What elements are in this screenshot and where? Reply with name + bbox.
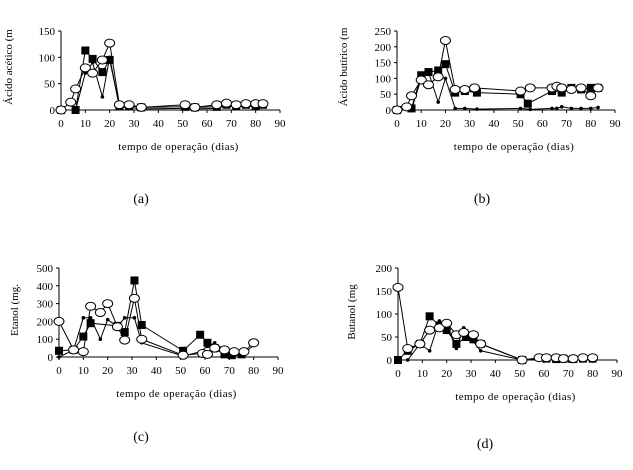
panel-c-point-square — [130, 276, 138, 284]
panel-d-y-tick-label: 150 — [375, 286, 392, 298]
panel-b-y-tick-label: 50 — [380, 89, 391, 102]
panel-d-x-tick-label: 90 — [611, 368, 623, 380]
panel-d-point-dot — [406, 358, 410, 362]
panel-a-point-square — [72, 106, 80, 114]
panel-c-x-tick-label: 80 — [248, 365, 260, 377]
panel-b-point-circle — [525, 84, 535, 92]
panel-c-label: (c) — [133, 430, 149, 445]
panel-d-point-dot — [428, 349, 432, 353]
panel-d-y-tick-label: 200 — [375, 263, 392, 275]
panel-a-point-square — [89, 55, 97, 63]
panel-d-point-circle — [442, 319, 452, 327]
panel-c-x-tick-label: 30 — [126, 365, 138, 377]
panel-a-point-circle — [114, 101, 124, 109]
panel-d-x-tick-label: 40 — [489, 368, 501, 380]
panel-d-y-axis-label: Butanol (mg — [346, 284, 358, 340]
panel-a-x-tick-label: 90 — [274, 118, 286, 130]
panel-d-point-circle — [459, 328, 469, 336]
panel-d-point-circle — [541, 354, 551, 362]
panel-b-point-circle — [407, 92, 417, 100]
panel-b-point-square — [524, 100, 532, 108]
panel-d-y-tick-label: 100 — [375, 309, 392, 321]
panel-d-point-circle — [558, 355, 568, 363]
panel-b-point-dot — [579, 107, 583, 111]
panel-c-x-tick-label: 20 — [102, 365, 114, 377]
panel-d-point-circle — [415, 340, 425, 348]
panel-b — [338, 26, 621, 207]
panel-d-x-tick-label: 50 — [514, 368, 526, 380]
panel-d-x-axis-label: tempo de operação (dias) — [455, 391, 576, 403]
panel-d-point-circle — [476, 340, 486, 348]
panel-b-point-circle — [402, 103, 412, 111]
panel-b-point-circle — [586, 92, 596, 100]
panel-b-point-dot — [596, 106, 600, 110]
panel-a-point-circle — [258, 100, 268, 108]
panel-b-label: (b) — [473, 192, 491, 207]
panel-c-point-circle — [95, 309, 105, 317]
panel-b-point-dot — [475, 107, 479, 111]
panel-a-y-tick-label: 150 — [38, 26, 55, 38]
panel-c-point-circle — [69, 346, 79, 354]
panel-a-point-square — [81, 46, 89, 54]
panel-c-y-tick-label: 200 — [36, 316, 53, 329]
panel-d-x-tick-label: 70 — [562, 368, 574, 380]
panel-d-point-circle — [393, 283, 403, 291]
panel-a — [3, 26, 286, 207]
panel-a-x-tick-label: 40 — [152, 118, 164, 130]
panel-b-point-circle — [433, 73, 443, 81]
panel-c-y-tick-label: 0 — [47, 352, 53, 364]
panel-b-y-tick-label: 0 — [385, 105, 391, 117]
panel-a-point-circle — [136, 103, 146, 111]
panel-c-point-dot — [57, 355, 61, 359]
panel-b-y-tick-label: 200 — [374, 41, 391, 54]
panel-c-point-circle — [112, 323, 122, 331]
panel-b-x-tick-label: 90 — [609, 118, 621, 130]
panel-c-x-tick-label: 10 — [77, 365, 89, 377]
panel-b-x-tick-label: 0 — [394, 118, 400, 130]
panel-c-x-tick-label: 70 — [223, 365, 235, 377]
panel-a-point-circle — [66, 98, 76, 106]
panel-a-x-tick-label: 70 — [225, 118, 237, 130]
panel-b-point-circle — [557, 84, 567, 92]
panel-a-x-axis-label: tempo de operação (dias) — [118, 141, 239, 153]
panel-c-y-tick-label: 400 — [36, 280, 53, 293]
panel-b-x-tick-label: 50 — [512, 118, 524, 130]
panel-b-point-circle — [423, 81, 433, 89]
panel-c-point-circle — [210, 344, 220, 352]
panel-b-point-circle — [392, 106, 402, 114]
panel-d-x-tick-label: 60 — [538, 368, 550, 380]
panel-a-point-circle — [180, 101, 190, 109]
panel-c-y-tick-label: 500 — [36, 263, 53, 275]
panel-b-point-circle — [593, 84, 603, 92]
panel-d-label: (d) — [476, 437, 494, 452]
panel-b-point-dot — [453, 107, 457, 111]
panel-d-point-circle — [568, 355, 578, 363]
panel-a-point-circle — [71, 85, 81, 93]
panel-c-y-axis-label: Etanol (mg. — [9, 284, 21, 336]
panel-c-point-dot — [82, 316, 86, 320]
panel-a-y-tick-label: 0 — [49, 105, 55, 117]
panel-b-point-dot — [570, 107, 574, 111]
panel-b-point-circle — [576, 84, 586, 92]
panel-d-point-square — [452, 340, 460, 348]
panel-d-point-circle — [468, 331, 478, 339]
panel-d-series-circle — [393, 283, 598, 364]
panel-b-point-circle — [516, 87, 526, 95]
panel-b-point-circle — [566, 85, 576, 93]
panel-a-x-tick-label: 10 — [79, 118, 91, 130]
panel-d-series-line-square — [398, 316, 593, 360]
panel-a-point-dot — [101, 95, 105, 99]
panel-b-point-dot — [528, 108, 532, 112]
panel-c-point-circle — [120, 336, 130, 344]
panel-d-x-tick-label: 30 — [465, 368, 477, 380]
panel-c-x-tick-label: 50 — [175, 365, 187, 377]
panel-a-point-circle — [105, 39, 115, 47]
panel-b-y-tick-label: 250 — [374, 26, 391, 38]
panel-b-point-square — [441, 60, 449, 68]
panel-c-point-square — [55, 347, 63, 355]
panel-b-point-square — [424, 68, 432, 76]
panel-c-point-circle — [86, 302, 96, 310]
panel-d-x-tick-label: 20 — [441, 368, 453, 380]
panel-c-x-tick-label: 40 — [150, 365, 162, 377]
panel-c-point-circle — [137, 335, 147, 343]
panel-b-point-circle — [440, 36, 450, 44]
panel-a-point-circle — [221, 99, 231, 107]
panel-c-point-circle — [219, 346, 229, 354]
panel-a-x-tick-label: 60 — [201, 118, 213, 130]
panel-d-x-tick-label: 0 — [395, 368, 401, 380]
panel-a-x-tick-label: 20 — [104, 118, 116, 130]
panel-a-point-circle — [212, 101, 222, 109]
panel-a-point-square — [98, 68, 106, 76]
panel-d-y-tick-label: 50 — [381, 332, 392, 344]
panel-c-y-tick-label: 100 — [36, 334, 53, 347]
panel-d-x-tick-label: 80 — [587, 368, 599, 380]
panel-a-y-axis-label: Ácido acético (m — [3, 29, 15, 105]
panel-d-point-square — [426, 312, 434, 320]
panel-b-point-dot — [555, 107, 559, 111]
panel-d-y-tick-label: 0 — [386, 355, 392, 367]
panel-a-point-circle — [124, 101, 134, 109]
panel-a-point-circle — [56, 106, 66, 114]
panel-a-y-tick-label: 50 — [44, 78, 55, 91]
panel-d-point-dot — [479, 349, 483, 353]
panel-d — [346, 263, 623, 452]
panel-a-point-circle — [97, 56, 107, 64]
panel-b-point-dot — [444, 77, 448, 81]
panel-c-point-circle — [229, 348, 239, 356]
panel-c-x-tick-label: 90 — [272, 365, 284, 377]
panel-d-point-circle — [403, 345, 413, 353]
panel-d-point-circle — [588, 354, 598, 362]
panel-b-point-dot — [519, 107, 523, 111]
panel-b-x-tick-label: 10 — [415, 118, 427, 130]
panel-c-x-tick-label: 60 — [199, 365, 211, 377]
panel-c-point-square — [196, 331, 204, 339]
panel-c — [9, 263, 284, 445]
panel-c-y-tick-label: 300 — [36, 298, 53, 311]
panel-c-point-circle — [103, 300, 113, 308]
panel-a-label: (a) — [133, 192, 149, 207]
panel-c-point-circle — [129, 294, 139, 302]
panel-a-x-tick-label: 0 — [58, 118, 64, 130]
panel-b-x-tick-label: 70 — [561, 118, 573, 130]
panel-b-point-dot — [436, 100, 440, 104]
panel-a-x-tick-label: 30 — [128, 118, 140, 130]
panel-c-point-circle — [78, 348, 88, 356]
panel-b-x-tick-label: 20 — [439, 118, 451, 130]
panel-c-point-circle — [202, 350, 212, 358]
panel-d-x-tick-label: 10 — [416, 368, 428, 380]
panel-c-point-circle — [239, 348, 249, 356]
panel-b-y-tick-label: 150 — [374, 57, 391, 70]
panel-c-x-axis-label: tempo de operação (dias) — [116, 388, 237, 400]
panel-a-point-circle — [231, 101, 241, 109]
panel-b-point-dot — [589, 107, 593, 111]
panel-b-y-tick-label: 100 — [374, 73, 391, 86]
panel-a-x-tick-label: 80 — [250, 118, 262, 130]
panel-c-series-circle — [54, 294, 259, 359]
panel-b-x-tick-label: 30 — [464, 118, 476, 130]
panel-b-point-circle — [470, 84, 480, 92]
panel-c-point-dot — [106, 318, 110, 322]
panel-d-point-square — [394, 356, 402, 364]
panel-b-point-dot — [560, 105, 564, 109]
panel-c-x-tick-label: 0 — [56, 365, 62, 377]
panel-b-point-circle — [460, 85, 470, 93]
panel-a-point-circle — [241, 100, 251, 108]
panel-b-y-axis-label: Ácido butírico (m — [338, 27, 350, 107]
panel-c-point-circle — [178, 351, 188, 359]
panel-a-y-tick-label: 100 — [38, 52, 55, 65]
panel-c-point-dot — [133, 316, 137, 320]
panel-c-point-dot — [99, 337, 103, 341]
panel-b-point-dot — [550, 107, 554, 111]
panel-d-point-circle — [425, 326, 435, 334]
panel-c-point-circle — [54, 317, 64, 325]
panel-d-point-circle — [517, 356, 527, 364]
panel-b-x-tick-label: 80 — [585, 118, 597, 130]
panel-b-x-tick-label: 40 — [488, 118, 500, 130]
panel-a-point-circle — [190, 103, 200, 111]
panel-b-point-dot — [463, 107, 467, 111]
panel-c-point-circle — [249, 339, 259, 347]
panel-c-point-dot — [123, 316, 127, 320]
panel-a-x-tick-label: 50 — [177, 118, 189, 130]
panel-b-x-axis-label: tempo de operação (dias) — [453, 141, 575, 153]
panel-a-point-circle — [88, 69, 98, 77]
panel-b-x-tick-label: 60 — [536, 118, 548, 130]
panel-b-point-circle — [450, 85, 460, 93]
panel-d-point-circle — [578, 354, 588, 362]
